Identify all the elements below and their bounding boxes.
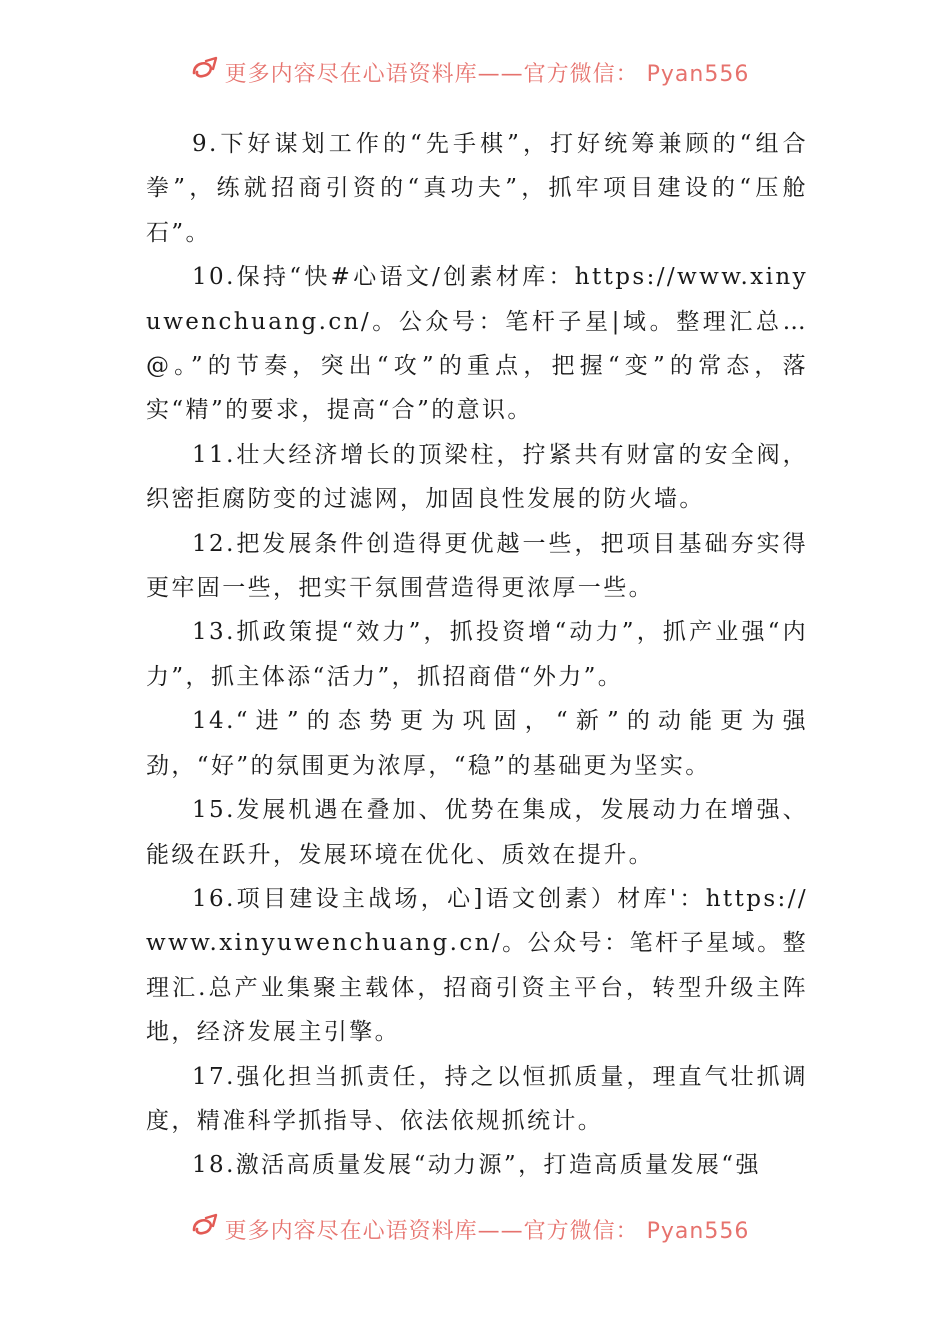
paragraph-10: 10.保持“快#心语文/创素材库：https://www.xinyuwenchuang.cn/。公众号：笔杆子星|域。整理汇总…@。”的节奏，突出“攻”的重点，把握“变”的常态，落实“精”的要求，提高“合”的意识。 (146, 264, 808, 424)
paragraph-13: 13.抓政策提“效力”，抓投资增“动力”，抓产业强“内力”，抓主体添“活力”，抓招商借“外力”。 (146, 619, 808, 690)
footer-watermark (0, 1205, 950, 1245)
paragraph-15: 15.发展机遇在叠加、优势在集成，发展动力在增强、能级在跃升，发展环境在优化、质效在提升。 (146, 797, 808, 868)
watermark-logo-icon (191, 56, 219, 80)
paragraph-9: 9.下好谋划工作的“先手棋”，打好统筹兼顾的“组合拳”，练就招商引资的“真功夫”，抓牢项目建设的“压舱石”。 (146, 131, 808, 246)
paragraph-14: 14.“进”的态势更为巩固，“新”的动能更为强劲，“好”的氛围更为浓厚，“稳”的基础更为坚实。 (146, 708, 808, 779)
paragraph-18: 18.激活高质量发展“动力源”，打造高质量发展“强 (192, 1152, 761, 1179)
header-watermark (0, 48, 950, 88)
watermark-text: 更多内容尽在心语资料库——官方微信： Pyan556 (224, 61, 750, 87)
document-body (146, 122, 808, 1188)
watermark-text: 更多内容尽在心语资料库——官方微信： Pyan556 (224, 1218, 750, 1244)
paragraph-11: 11.壮大经济增长的顶梁柱，拧紧共有财富的安全阀，织密拒腐防变的过滤网，加固良性发展的防火墙。 (146, 441, 808, 513)
paragraph-17: 17.强化担当抓责任，持之以恒抓质量，理直气壮抓调度，精准科学抓指导、依法依规抓统计。 (146, 1063, 808, 1134)
paragraph-16: 16.项目建设主战场，心]语文创素）材库'：https://www.xinyuwenchuang.cn/。公众号：笔杆子星域。整理汇.总产业集聚主载体，招商引资主平台，转型升级主阵地，经济发展主引擎。 (146, 885, 808, 1046)
watermark-logo-icon (191, 1213, 219, 1237)
paragraph-12: 12.把发展条件创造得更优越一些，把项目基础夯实得更牢固一些，把实干氛围营造得更浓厚一些。 (146, 530, 808, 602)
